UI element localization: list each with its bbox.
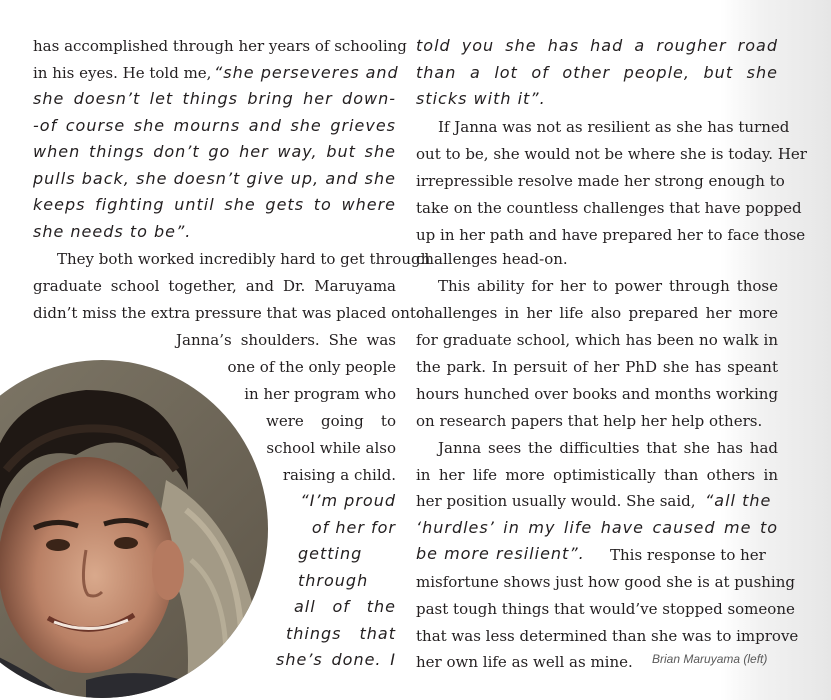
- right-para3-line-3: her position usually would. She said,: [416, 492, 696, 510]
- right-para2-line-1: This ability for her to power through those: [438, 277, 778, 295]
- left-para2-line-7: were going to: [266, 412, 396, 430]
- left-para2-line-9: raising a child.: [282, 466, 396, 484]
- right-para1-line-3: irrepressible resolve made her strong enough to: [416, 172, 785, 190]
- left-quote2-line-6: things that: [286, 624, 396, 643]
- left-quote2-line-3: getting: [298, 544, 363, 563]
- left-quote-line-2: she doesn’t let things bring her down-: [33, 89, 396, 108]
- left-para2-line-3: didn’t miss the extra pressure that was placed onto: [33, 304, 425, 322]
- left-quote-line-1: “she perseveres and: [214, 63, 399, 82]
- left-quote-line-3: -of course she mourns and she grieves: [33, 116, 396, 135]
- left-quote2-line-5: all of the: [294, 597, 396, 616]
- left-quote2-line-4: through: [298, 571, 369, 590]
- left-line-2: in his eyes. He told me,: [33, 64, 212, 82]
- left-quote2-line-1: “I’m proud: [300, 491, 396, 510]
- right-para3-line-1: Janna sees the difficulties that she has had: [438, 439, 778, 457]
- right-quote-line-2: than a lot of other people, but she: [416, 63, 778, 82]
- right-para1-line-4: take on the countless challenges that have popped: [416, 199, 802, 217]
- left-quote-line-7: she needs to be”.: [33, 222, 192, 241]
- right-quote-line-1: told you she has had a rougher road: [416, 36, 778, 55]
- left-para2-line-6: in her program who: [244, 385, 396, 403]
- left-quote2-line-2: of her for: [311, 518, 396, 537]
- right-para2-line-5: hours hunched over books and months working: [416, 385, 779, 403]
- right-quote2-line-2: ‘hurdles’ in my life have caused me to: [416, 518, 778, 537]
- right-para3-line-7: that was less determined than she was to improve: [416, 627, 799, 645]
- portrait-photo: [0, 360, 268, 698]
- right-para3-line-2: in her life more optimistically than others in: [416, 466, 778, 484]
- right-para2-line-2: challenges in her life also prepared her more: [416, 304, 778, 322]
- left-line-1: has accomplished through her years of schooling: [33, 37, 407, 55]
- right-para3-line-4: This response to her: [610, 546, 766, 564]
- right-quote2-line-3: be more resilient”.: [416, 544, 585, 563]
- right-para3-line-6: past tough things that would’ve stopped someone: [416, 600, 795, 618]
- right-para1-line-2: out to be, she would not be where she is today. Her: [416, 145, 807, 163]
- left-para2-line-8: school while also: [266, 439, 396, 457]
- left-quote2-line-7: she’s done. I: [276, 650, 396, 669]
- left-quote-line-5: pulls back, she doesn’t give up, and she: [33, 169, 396, 188]
- left-para2-line-5: one of the only people: [227, 358, 396, 376]
- left-quote-line-4: when things don’t go her way, but she: [33, 142, 396, 161]
- right-para2-line-3: for graduate school, which has been no walk in: [416, 331, 778, 349]
- left-para2-line-2: graduate school together, and Dr. Maruyama: [33, 277, 396, 295]
- right-quote-line-3: sticks with it”.: [416, 89, 546, 108]
- left-quote-line-6: keeps fighting until she gets to where: [33, 195, 396, 214]
- right-para2-line-4: the park. In persuit of her PhD she has speant: [416, 358, 778, 376]
- right-para3-line-8: her own life as well as mine.: [416, 653, 633, 671]
- right-para1-line-6: challenges head-on.: [416, 250, 568, 268]
- right-quote2-line-1: “all the: [705, 491, 772, 510]
- right-para3-line-5: misfortune shows just how good she is at pushing: [416, 573, 795, 591]
- left-para2-line-1: They both worked incredibly hard to get through: [57, 250, 431, 268]
- photo-caption: Brian Maruyama (left): [652, 652, 768, 666]
- left-para2-line-4: Janna’s shoulders. She was: [176, 331, 396, 349]
- right-para2-line-6: on research papers that help her help others.: [416, 412, 763, 430]
- right-para1-line-1: If Janna was not as resilient as she has turned: [438, 118, 790, 136]
- right-para1-line-5: up in her path and have prepared her to face those: [416, 226, 806, 244]
